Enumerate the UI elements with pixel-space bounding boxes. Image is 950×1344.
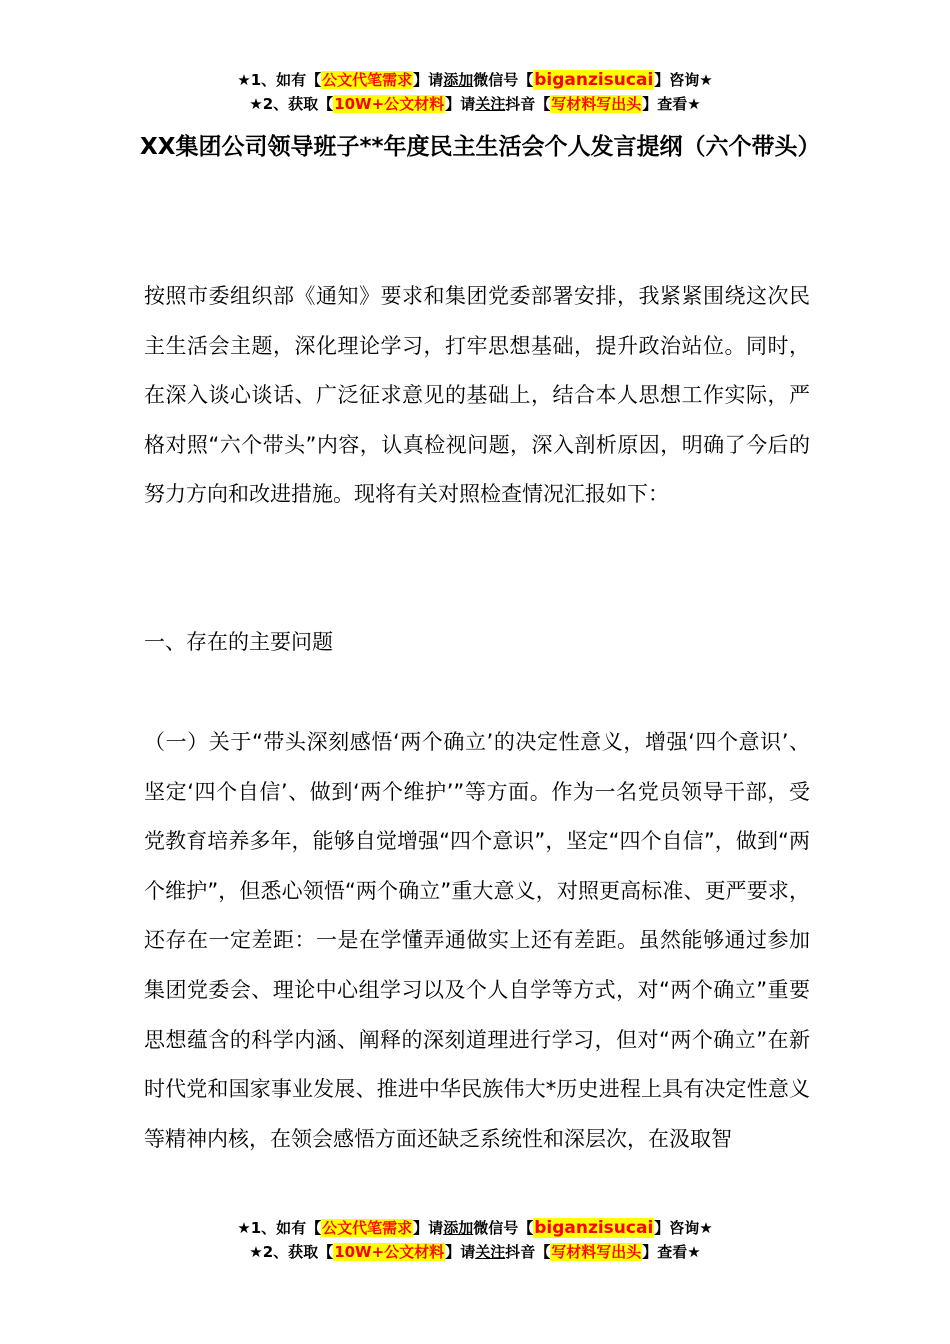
promo-text: 】咨询★ xyxy=(654,1219,713,1237)
promo-line-2 xyxy=(0,92,950,116)
promo-emphasis: 添加 xyxy=(443,71,474,89)
promo-line-2 xyxy=(0,1240,950,1264)
promo-text: ★2、获取【 xyxy=(249,1243,334,1261)
highlight-materials: 10W+公文材料 xyxy=(334,95,445,113)
document-title: XX集团公司领导班子**年度民主生活会个人发言提纲（六个带头） xyxy=(140,134,821,160)
promo-text: 微信号【 xyxy=(473,1219,534,1237)
promo-text: 】请 xyxy=(445,1243,476,1261)
promo-line-1 xyxy=(0,68,950,92)
promo-banner-bottom xyxy=(0,1216,950,1264)
promo-text: 】查看★ xyxy=(642,95,701,113)
highlight-service: 公文代笔需求 xyxy=(322,71,413,89)
promo-emphasis: 关注 xyxy=(475,1243,506,1261)
body-paragraph: （一）关于“带头深刻感悟‘两个确立’的决定性意义，增强‘四个意识’、坚定‘四个自信’、做到‘两个维护’”等方面。作为一名党员领导干部，受党教育培养多年，能够自觉增强“四个意识”，坚定“四个自信”，做到“两个维护”，但悉心领悟“两个确立”重大意义，对照更高标准、更严要求，还存在一定差距：一是在学懂弄通做实上还有差距。虽然能够通过参加集团党委会、理论中心组学习以及个人自学等方式，对“两个确立”重要思想蕴含的科学内涵、阐释的深刻道理进行学习，但对“两个确立”在新时代党和国家事业发展、推进中华民族伟大*历史进程上具有决定性意义等精神内核，在领会感悟方面还缺乏系统性和深层次，在汲取智 xyxy=(144,730,810,1151)
promo-text: ★1、如有【 xyxy=(237,71,322,89)
promo-text: 微信号【 xyxy=(473,71,534,89)
promo-text: 】请 xyxy=(413,1219,444,1237)
promo-text: ★1、如有【 xyxy=(237,1219,322,1237)
highlight-materials: 10W+公文材料 xyxy=(334,1243,445,1261)
section-heading: 一、存在的主要问题 xyxy=(144,630,333,654)
promo-text: ★2、获取【 xyxy=(249,95,334,113)
promo-emphasis: 关注 xyxy=(475,95,506,113)
intro-paragraph: 按照市委组织部《通知》要求和集团党委部署安排，我紧紧围绕这次民主生活会主题，深化理论学习，打牢思想基础，提升政治站位。同时，在深入谈心谈话、广泛征求意见的基础上，结合本人思想工作实际，严格对照“六个带头”内容，认真检视问题，深入剖析原因，明确了今后的努力方向和改进措施。现将有关对照检查情况汇报如下： xyxy=(144,284,810,507)
promo-text: 抖音【 xyxy=(505,1243,551,1261)
highlight-douyin: 写材料写出头 xyxy=(551,95,642,113)
promo-text: 】请 xyxy=(413,71,444,89)
promo-emphasis: 添加 xyxy=(443,1219,474,1237)
highlight-wechat-id: biganzisucai xyxy=(534,70,654,90)
promo-text: 抖音【 xyxy=(505,95,551,113)
highlight-douyin: 写材料写出头 xyxy=(551,1243,642,1261)
highlight-wechat-id: biganzisucai xyxy=(534,1218,654,1238)
promo-line-1 xyxy=(0,1216,950,1240)
promo-text: 】查看★ xyxy=(642,1243,701,1261)
promo-text: 】咨询★ xyxy=(654,71,713,89)
highlight-service: 公文代笔需求 xyxy=(322,1219,413,1237)
promo-text: 】请 xyxy=(445,95,476,113)
promo-banner-top xyxy=(0,68,950,116)
